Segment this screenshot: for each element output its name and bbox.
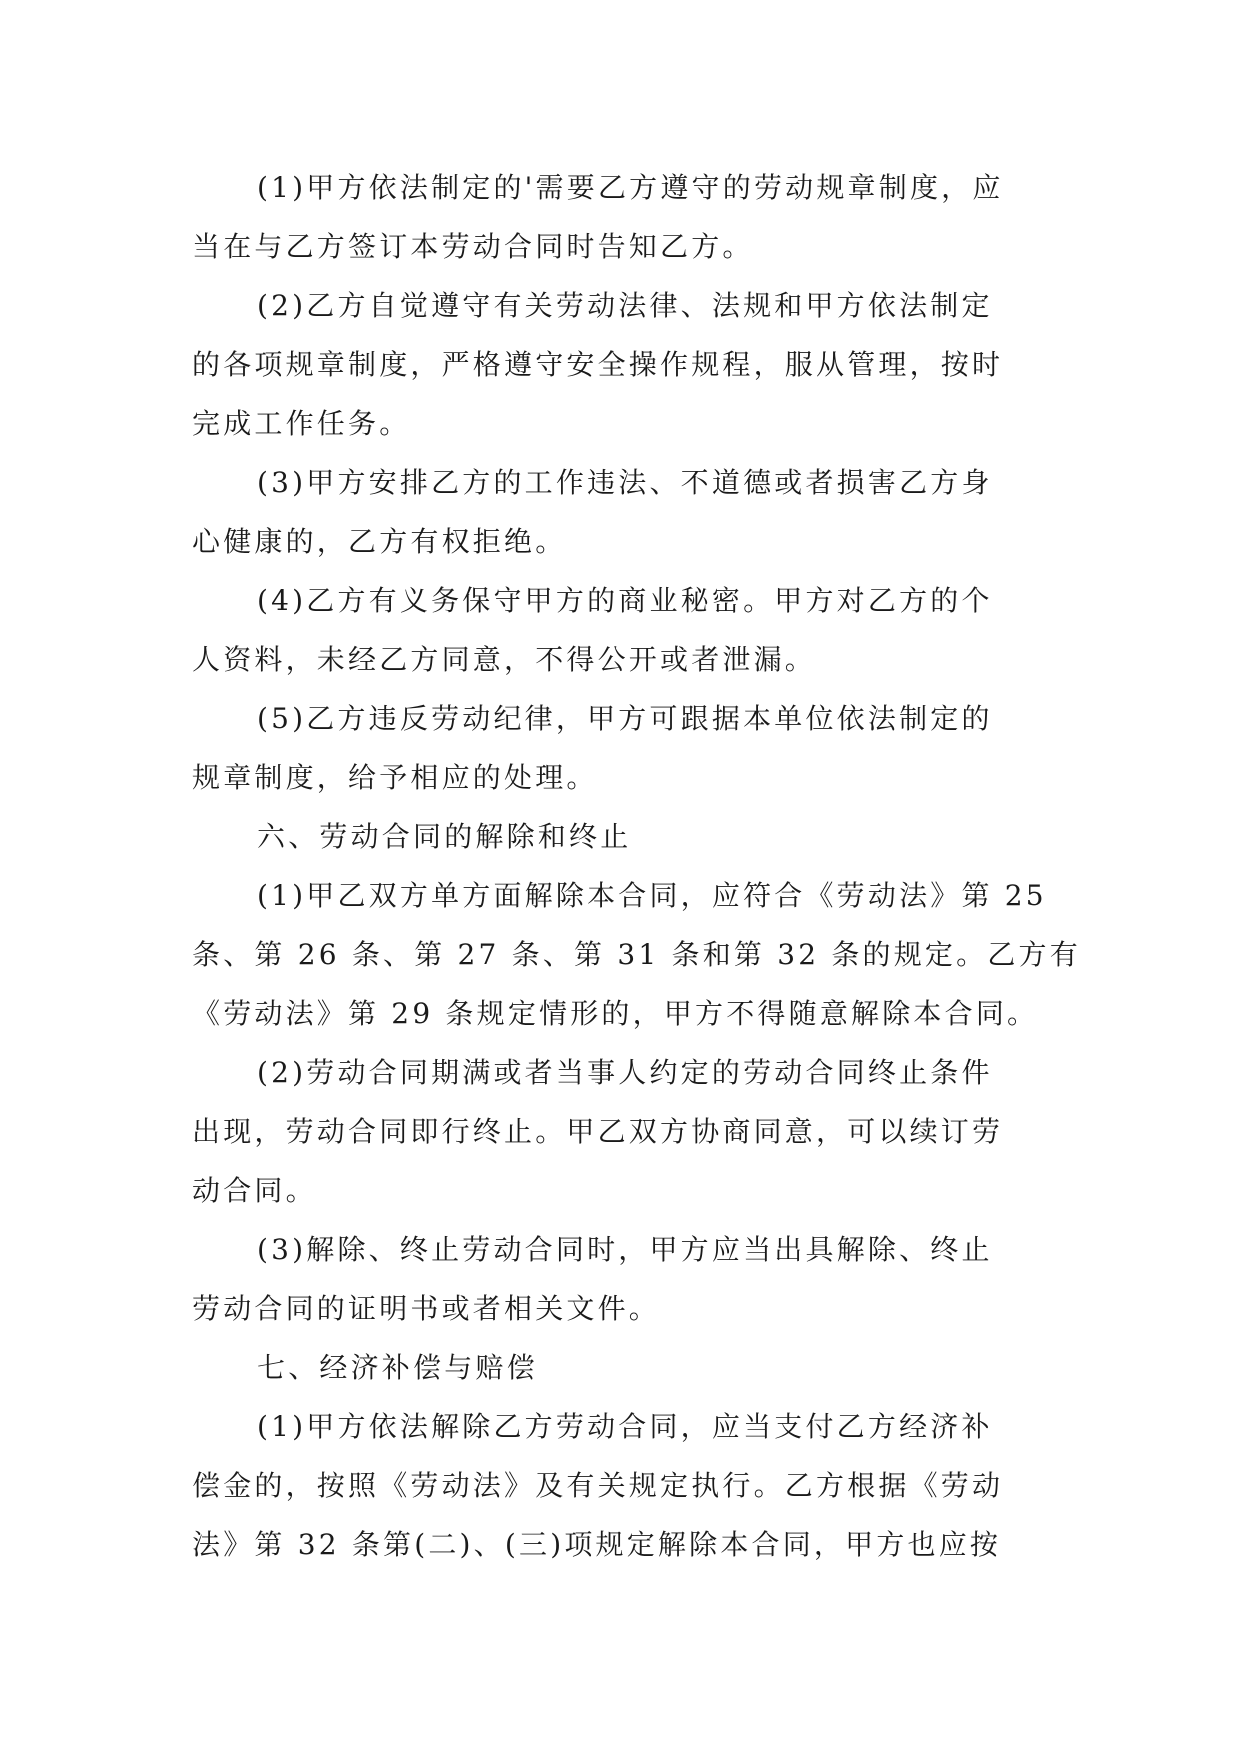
text-line: (2)乙方自觉遵守有关劳动法律、法规和甲方依法制定 xyxy=(257,289,993,322)
section-heading: 六、劳动合同的解除和终止 xyxy=(257,820,632,853)
text-line: (1)甲方依法解除乙方劳动合同，应当支付乙方经济补 xyxy=(257,1410,993,1443)
text-line: (3)解除、终止劳动合同时，甲方应当出具解除、终止 xyxy=(257,1233,993,1266)
text-line: 心健康的，乙方有权拒绝。 xyxy=(192,525,567,558)
text-line: 规章制度，给予相应的处理。 xyxy=(192,761,598,794)
text-line: (1)甲乙双方单方面解除本合同，应符合《劳动法》第 25 xyxy=(257,879,1047,912)
section-heading: 七、经济补偿与赔偿 xyxy=(257,1351,538,1384)
text-line: (4)乙方有义务保守甲方的商业秘密。甲方对乙方的个 xyxy=(257,584,993,617)
text-line: (5)乙方违反劳动纪律，甲方可跟据本单位依法制定的 xyxy=(257,702,993,735)
text-line: 偿金的，按照《劳动法》及有关规定执行。乙方根据《劳动 xyxy=(192,1469,1004,1502)
document-body xyxy=(192,158,1081,1574)
text-line: 的各项规章制度，严格遵守安全操作规程，服从管理，按时 xyxy=(192,348,1004,381)
text-line: 法》第 32 条第(二)、(三)项规定解除本合同，甲方也应按 xyxy=(192,1528,1002,1561)
text-line: 当在与乙方签订本劳动合同时告知乙方。 xyxy=(192,230,754,263)
text-line: 动合同。 xyxy=(192,1174,317,1207)
text-line: 人资料，未经乙方同意，不得公开或者泄漏。 xyxy=(192,643,817,676)
text-line: 条、第 26 条、第 27 条、第 31 条和第 32 条的规定。乙方有 xyxy=(192,938,1081,971)
text-line: 完成工作任务。 xyxy=(192,407,411,440)
text-line: 出现，劳动合同即行终止。甲乙双方协商同意，可以续订劳 xyxy=(192,1115,1004,1148)
text-line: 劳动合同的证明书或者相关文件。 xyxy=(192,1292,661,1325)
text-line: 《劳动法》第 29 条规定情形的，甲方不得随意解除本合同。 xyxy=(192,997,1039,1030)
text-line: (1)甲方依法制定的'需要乙方遵守的劳动规章制度，应 xyxy=(257,171,1004,204)
text-line: (2)劳动合同期满或者当事人约定的劳动合同终止条件 xyxy=(257,1056,993,1089)
text-line: (3)甲方安排乙方的工作违法、不道德或者损害乙方身 xyxy=(257,466,993,499)
